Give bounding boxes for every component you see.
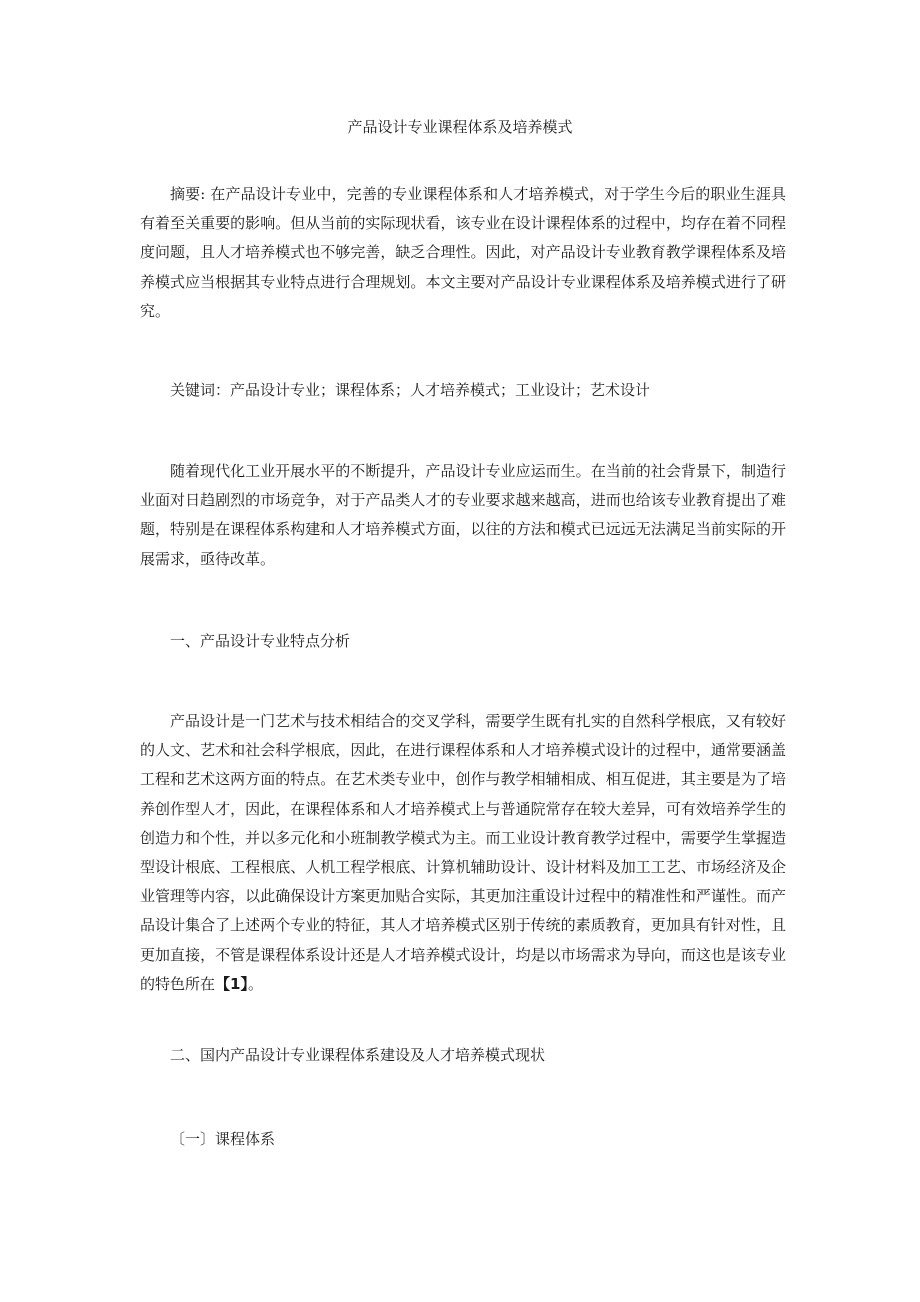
subsection-1-heading: 〔一〕课程体系: [170, 1130, 276, 1148]
keywords-line: 关键词：产品设计专业；课程体系；人才培养模式；工业设计；艺术设计: [170, 381, 651, 399]
section-2-heading: 二、国内产品设计专业课程体系建设及人才培养模式现状: [170, 1046, 546, 1064]
section-1-body: 产品设计是一门艺术与技术相结合的交叉学科，需要学生既有扎实的自然科学根底，又有较好的人文、艺术和社会科学根底，因此，在进行课程体系和人才培养模式设计的过程中，通常要涵盖工程和艺术这两方面的特点。在艺术类专业中，创作与教学相辅相成、相互促进，其主要是为了培养创作型人才，因此，在课程体系和人才培养模式上与普通院常存在较大差异，可有效培养学生的创造力和个性，并以多元化和小班制教学模式为主。而工业设计教育教学过程中，需要学生掌握造型设计根底、工程根底、人机工程学根底、计算机辅助设计、设计材料及加工工艺、市场经济及企业管理等内容，以此确保设计方案更加贴合实际，其更加注重设计过程中的精准性和严谨性。而产品设计集合了上述两个专业的特征，其人才培养模式区别于传统的素质教育，更加具有针对性，且更加直接，不管是课程体系设计还是人才培养模式设计，均是以市场需求为导向，而这也是该专业的特色所在: [140, 712, 786, 993]
section-1-paragraph: [140, 707, 786, 999]
section-1-heading: 一、产品设计专业特点分析: [170, 632, 351, 650]
citation-ref: 【1】: [215, 974, 248, 993]
section-1-end: 。: [247, 974, 263, 993]
document-title: 产品设计专业课程体系及培养模式: [347, 118, 573, 136]
intro-paragraph: 随着现代化工业开展水平的不断提升，产品设计专业应运而生。在当前的社会背景下，制造行业面对日趋剧烈的市场竞争，对于产品类人才的专业要求越来越高，进而也给该专业教育提出了难题，特别是在课程体系构建和人才培养模式方面，以往的方法和模式已远远无法满足当前实际的开展需求，亟待改革。: [140, 462, 786, 568]
abstract-paragraph: 摘要: 在产品设计专业中，完善的专业课程体系和人才培养模式，对于学生今后的职业生涯具有着至关重要的影响。但从当前的实际现状看，该专业在设计课程体系的过程中，均存在着不同程度问题，且人才培养模式也不够完善，缺乏合理性。因此，对产品设计专业教育教学课程体系及培养模式应当根据其专业特点进行合理规划。本文主要对产品设计专业课程体系及培养模式进行了研究。: [140, 185, 786, 320]
